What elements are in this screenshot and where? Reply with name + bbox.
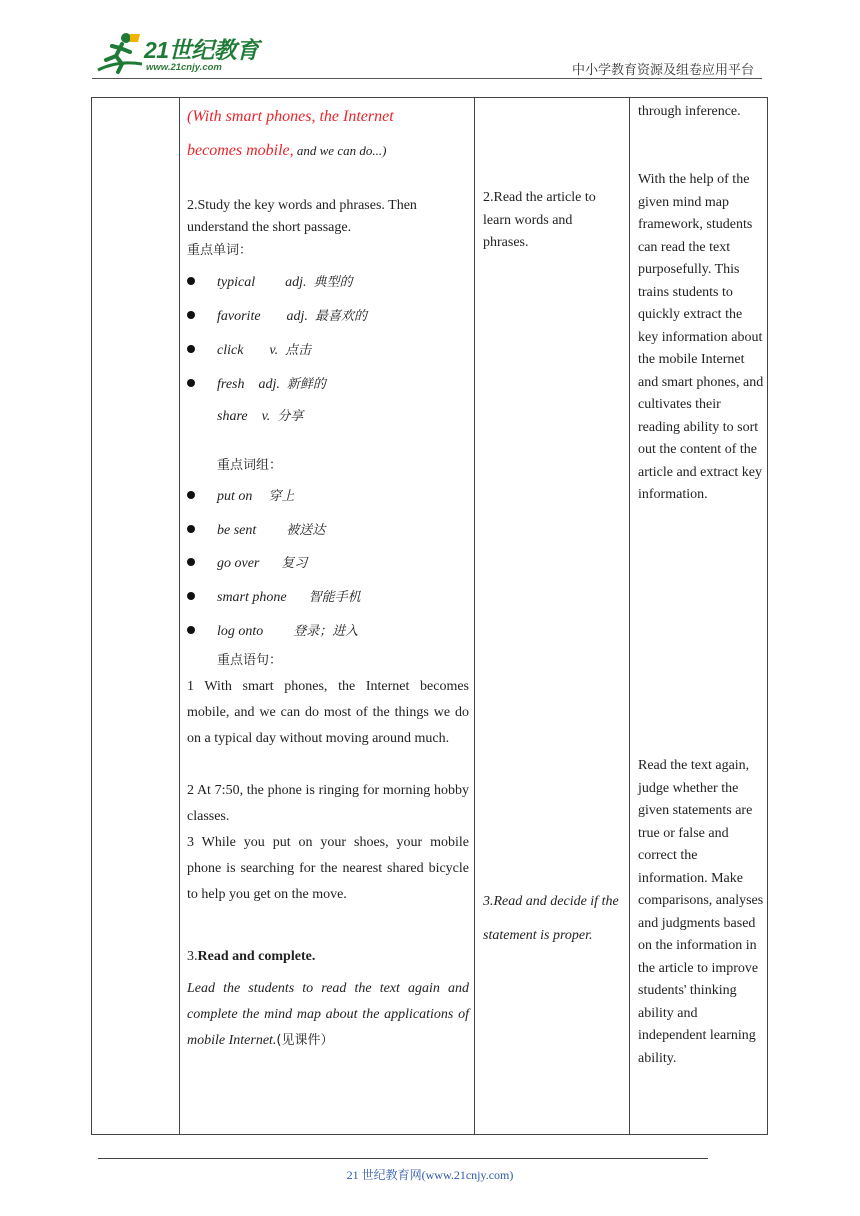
sentence-3: 3 While you put on your shoes, your mobile phone is searching for the nearest shared bicycle to help you get on the move.: [187, 835, 469, 902]
header-divider: [92, 78, 762, 79]
runner-logo-icon: [92, 30, 144, 78]
bullet-icon: [187, 525, 195, 533]
intent-paragraph-2: Read the text again, judge whether the given statements are true or false and correct the information. Make comparisons, analyses and judgments based on the information in the article to improve students' thinking ability and independent learning ability.: [638, 758, 764, 1066]
intent-paragraph-1: With the help of the given mind map framework, students can read the text purposefully. This trains students to quickly extract the key information about the mobile Internet and smart phones, and cultivates their reading ability to sort out the content of the article and extract key information.: [638, 172, 764, 502]
activity-3: 3.Read and decide if the statement is proper.: [483, 894, 619, 943]
step-3-title: 3.Read and complete.: [187, 949, 316, 964]
column-divider: [474, 98, 475, 1134]
column-divider: [629, 98, 630, 1134]
step-2-instruction: 2.Study the key words and phrases. Then understand the short passage.: [187, 198, 417, 235]
bullet-icon: [187, 592, 195, 600]
bullet-icon: [187, 379, 195, 387]
key-sentences-heading: 重点语句：: [217, 653, 283, 668]
column-divider: [179, 98, 180, 1134]
footer-text: 21 世纪教育网(www.21cnjy.com): [346, 1168, 514, 1182]
sentence-2: 2 At 7:50, the phone is ringing for morning hobby classes.: [187, 783, 469, 824]
bullet-icon: [187, 626, 195, 634]
logo: [92, 30, 272, 80]
platform-name: 中小学教育资源及组卷应用平台: [571, 63, 754, 78]
bullet-icon: [187, 558, 195, 566]
bullet-icon: [187, 491, 195, 499]
sentence-1: 1 With smart phones, the Internet becomes mobile, and we can do most of the things we do on a typical day without moving around much.: [187, 679, 469, 746]
bullet-icon: [187, 345, 195, 353]
intro-line-2: becomes mobile, and we can do...): [187, 142, 387, 159]
logo-url: www.21cnjy.com: [146, 62, 222, 73]
intent-top: through inference.: [638, 104, 741, 119]
logo-title: 21世纪教育: [144, 37, 259, 63]
footer-divider: [98, 1158, 708, 1159]
key-words-heading: 重点单词：: [187, 243, 253, 258]
bullet-icon: [187, 277, 195, 285]
intro-line-1: (With smart phones, the Internet: [187, 108, 394, 125]
activity-2: 2.Read the article to learn words and phrases.: [483, 190, 596, 250]
page-header: [0, 0, 860, 90]
step-3-body: Lead the students to read the text again and complete the mind map about the applications of mobile Internet.(见课件）: [187, 981, 469, 1048]
key-phrases-heading: 重点词组：: [217, 458, 283, 473]
bullet-icon: [187, 311, 195, 319]
